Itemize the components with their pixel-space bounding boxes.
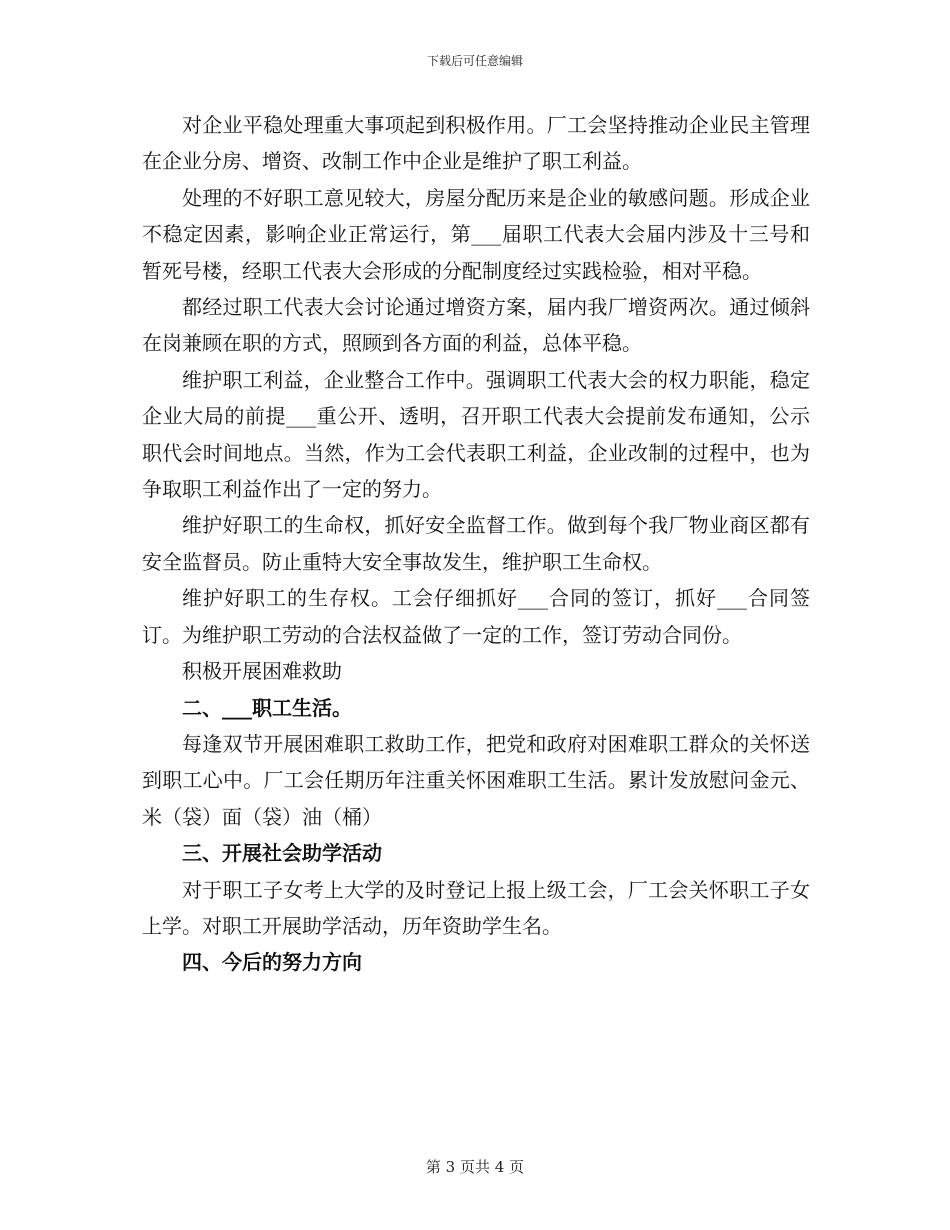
body-paragraph: 对企业平稳处理重大事项起到积极作用。厂工会坚持推动企业民主管理在企业分房、增资、改制工作中企业是维护了职工利益。 [142,113,810,174]
page-number: 第 3 页共 4 页 [425,1158,525,1176]
body-paragraph: 对于职工子女考上大学的及时登记上报上级工会，厂工会关怀职工子女上学。对职工开展助学活动，历年资助学生名。 [142,877,810,938]
section-heading: 二、___职工生活。 [182,695,352,720]
section-heading: 四、今后的努力方向 [182,950,362,975]
document-body [142,107,810,981]
body-paragraph: 处理的不好职工意见较大，房屋分配历来是企业的敏感问题。形成企业不稳定因素，影响企业正常运行，第___届职工代表大会届内涉及十三号和暂死号楼，经职工代表大会形成的分配制度经过实践检验，相对平稳。 [142,185,810,283]
body-paragraph: 每逢双节开展困难职工救助工作，把党和政府对困难职工群众的关怀送到职工心中。厂工会任期历年注重关怀困难职工生活。累计发放慰问金元、米（袋）面（袋）油（桶） [142,731,810,829]
body-paragraph: 积极开展困难救助 [182,659,342,684]
body-paragraph: 维护好职工的生命权，抓好安全监督工作。做到每个我厂物业商区都有安全监督员。防止重特大安全事故发生，维护职工生命权。 [142,513,810,574]
body-paragraph: 维护职工利益，企业整合工作中。强调职工代表大会的权力职能，稳定企业大局的前提___重公开、透明，召开职工代表大会提前发布通知，公示职代会时间地点。当然，作为工会代表职工利益，企业改制的过程中，也为争取职工利益作出了一定的努力。 [142,367,810,502]
body-paragraph: 都经过职工代表大会讨论通过增资方案，届内我厂增资两次。通过倾斜在岗兼顾在职的方式，照顾到各方面的利益，总体平稳。 [142,295,810,356]
section-heading: 三、开展社会助学活动 [182,841,382,866]
body-paragraph: 维护好职工的生存权。工会仔细抓好___合同的签订，抓好___合同签订。为维护职工劳动的合法权益做了一定的工作，签订劳动合同份。 [142,586,810,647]
page-header: 下载后可任意编辑 [426,54,523,68]
